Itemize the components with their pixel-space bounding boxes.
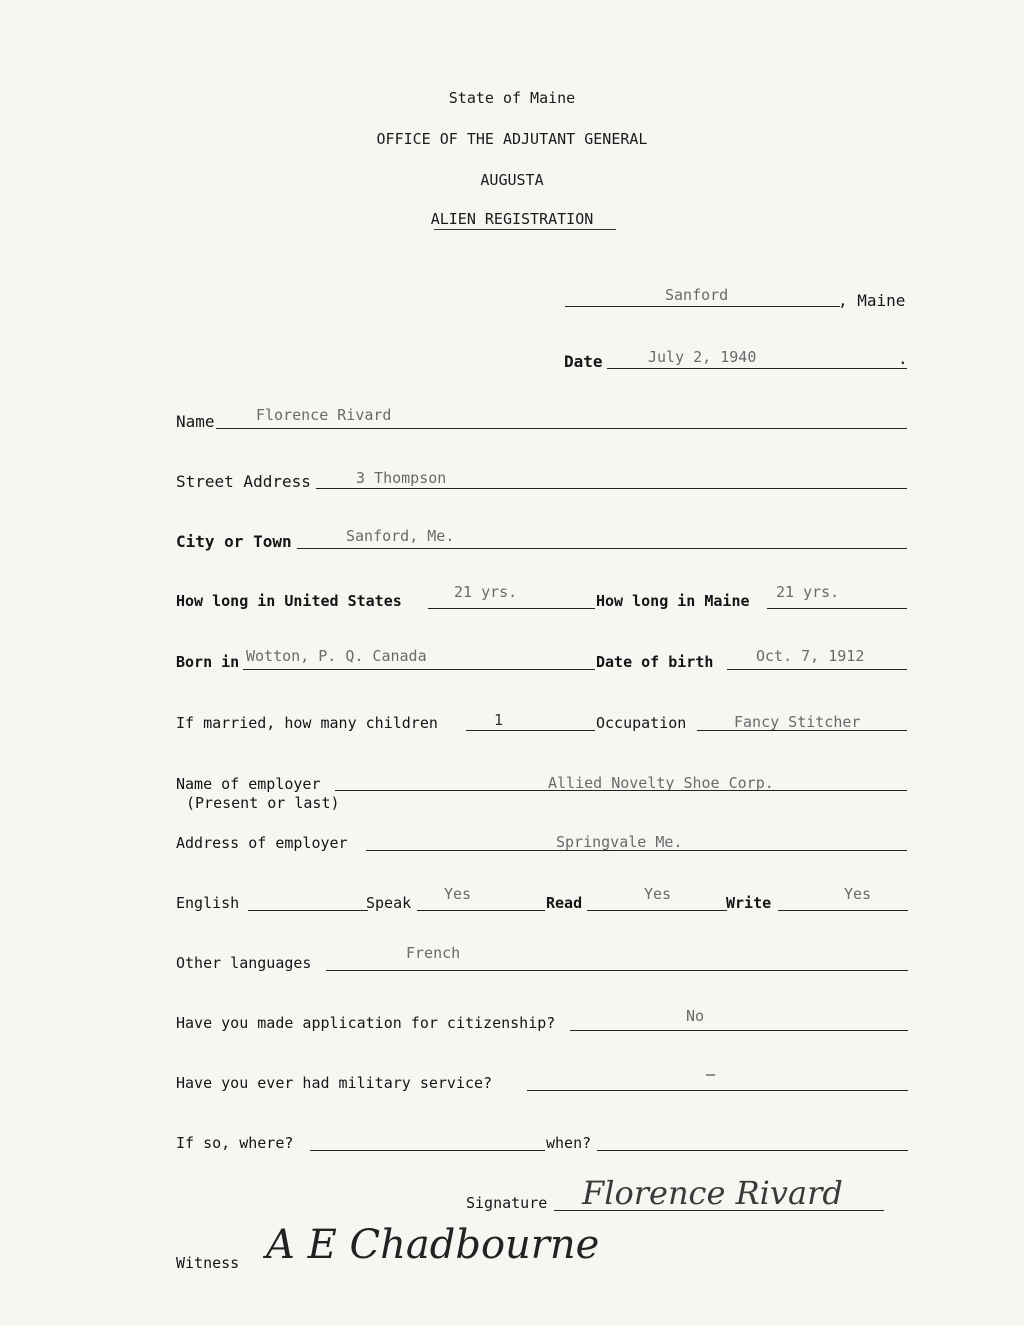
employer-line [335, 790, 907, 791]
us-time-line [428, 608, 595, 609]
when-label: when? [546, 1134, 592, 1152]
children-value: 1 [494, 711, 504, 729]
maine-time-value: 21 yrs. [776, 583, 840, 601]
town-value: Sanford [665, 286, 729, 304]
name-line [216, 428, 907, 429]
military-line [527, 1090, 908, 1091]
street-label: Street Address [176, 472, 311, 491]
read-label: Read [546, 894, 583, 912]
date-line [607, 368, 907, 369]
employer-address-label: Address of employer [176, 834, 348, 852]
employer-address-value: Springvale Me. [556, 833, 683, 851]
date-value: July 2, 1940 [648, 348, 757, 366]
name-value: Florence Rivard [256, 406, 392, 424]
city-line [297, 548, 907, 549]
street-value: 3 Thompson [356, 469, 447, 487]
date-end: . [898, 349, 908, 368]
witness-handwriting: A E Chadbourne [266, 1222, 600, 1268]
city-label: City or Town [176, 532, 292, 551]
where-label: If so, where? [176, 1134, 294, 1152]
military-label: Have you ever had military service? [176, 1074, 493, 1092]
citizenship-value: No [686, 1007, 705, 1025]
town-line [565, 306, 840, 307]
signature-handwriting: Florence Rivard [582, 1174, 843, 1212]
english-label: English [176, 894, 240, 912]
write-line [778, 910, 908, 911]
title-underline [434, 229, 616, 230]
signature-label: Signature [466, 1194, 548, 1212]
dob-value: Oct. 7, 1912 [756, 647, 865, 665]
maine-label: , Maine [838, 291, 906, 310]
employer-sublabel: (Present or last) [186, 794, 340, 812]
children-label: If married, how many children [176, 714, 438, 732]
state-heading: State of Maine [448, 89, 576, 107]
date-label: Date [564, 352, 603, 371]
maine-time-label: How long in Maine [596, 592, 750, 610]
write-value: Yes [844, 885, 872, 903]
name-label: Name [176, 412, 215, 431]
other-languages-value: French [406, 944, 461, 962]
citizenship-label: Have you made application for citizenship? [176, 1014, 556, 1032]
born-line [243, 669, 595, 670]
city-heading: AUGUSTA [480, 171, 544, 189]
other-languages-line [326, 970, 908, 971]
office-heading: OFFICE OF THE ADJUTANT GENERAL [376, 130, 648, 148]
english-line [248, 910, 368, 911]
employer-value: Allied Novelty Shoe Corp. [548, 774, 774, 792]
speak-label: Speak [366, 894, 412, 912]
dob-label: Date of birth [596, 653, 714, 671]
military-value: — [706, 1065, 716, 1083]
children-line [466, 730, 595, 731]
born-label: Born in [176, 653, 240, 671]
form-title: ALIEN REGISTRATION [430, 210, 594, 228]
street-line [316, 488, 907, 489]
born-value: Wotton, P. Q. Canada [246, 647, 427, 665]
citizenship-line [570, 1030, 908, 1031]
where-line [310, 1150, 545, 1151]
us-time-value: 21 yrs. [454, 583, 518, 601]
us-time-label: How long in United States [176, 592, 402, 610]
when-line [597, 1150, 908, 1151]
city-value: Sanford, Me. [346, 527, 455, 545]
occupation-value: Fancy Stitcher [734, 713, 861, 731]
speak-value: Yes [444, 885, 472, 903]
speak-line [417, 910, 545, 911]
employer-label: Name of employer [176, 775, 321, 793]
employer-address-line [366, 850, 907, 851]
write-label: Write [726, 894, 772, 912]
occupation-line [697, 730, 907, 731]
read-value: Yes [644, 885, 672, 903]
dob-line [727, 669, 907, 670]
read-line [587, 910, 727, 911]
witness-label: Witness [176, 1254, 240, 1272]
other-languages-label: Other languages [176, 954, 312, 972]
occupation-label: Occupation [596, 714, 687, 732]
maine-time-line [767, 608, 907, 609]
